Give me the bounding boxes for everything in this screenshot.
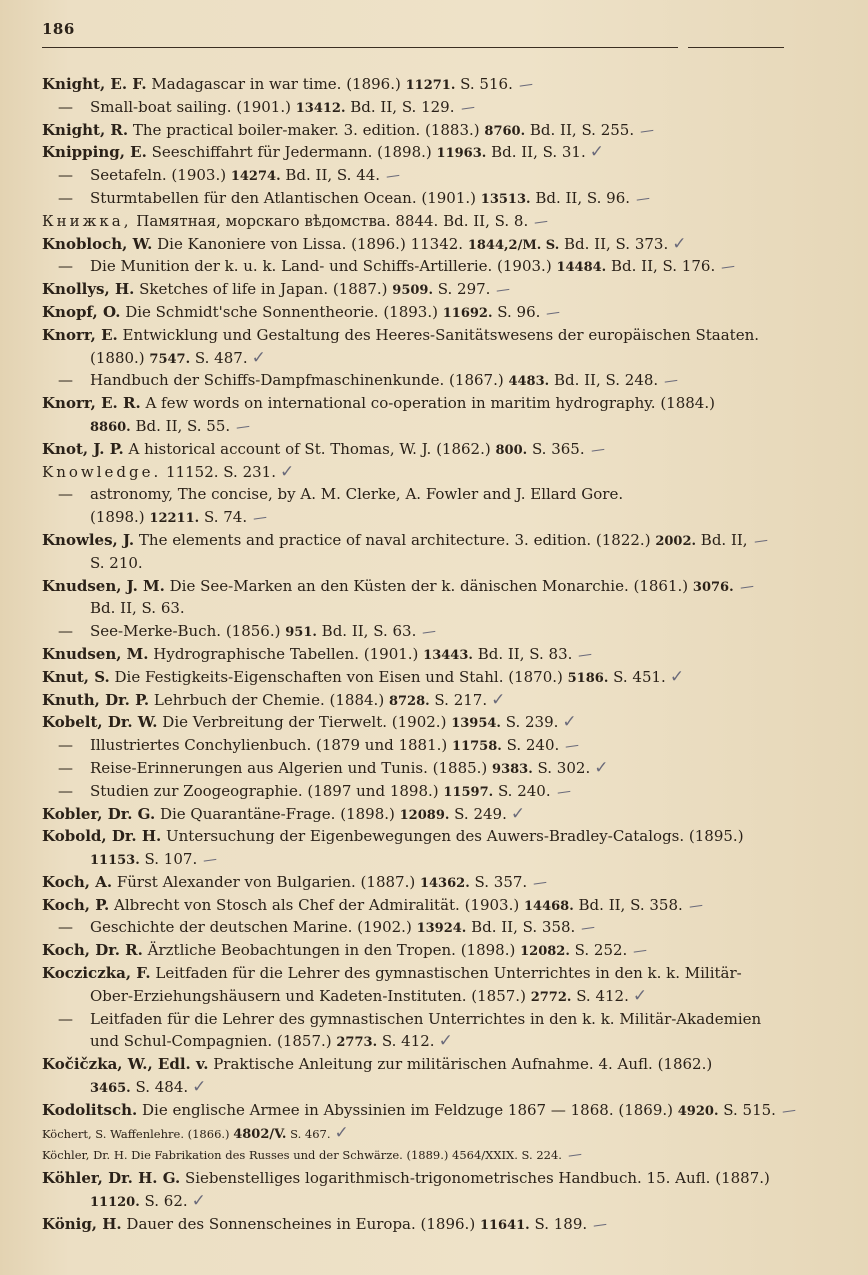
sub-entry [42, 620, 787, 643]
entry-text: Albrecht von Stosch als Chef der Admiralität. (1903.) [109, 895, 524, 914]
entry-number: 11758. [452, 739, 502, 755]
entry-reference: S. 96. [492, 302, 541, 321]
catalog-entry [42, 894, 787, 917]
entry-number: 11692. [442, 305, 493, 321]
catalog-entry [42, 711, 787, 734]
ditto-dash: — [58, 736, 73, 755]
entry-text: Madagascar in war time. (1896.) [146, 75, 406, 93]
entry-number: 9383. [492, 761, 533, 777]
entry-reference: S. 239. [500, 713, 559, 732]
dash-mark-icon: — [720, 258, 737, 277]
entry-author: Kobold, Dr. H. [42, 827, 162, 846]
entry-number: 11120. [90, 1195, 140, 1211]
entry-number: 14468. [524, 898, 574, 914]
entry-reference: S. 451. [608, 667, 666, 686]
entry-reference: S. 515. [718, 1100, 776, 1119]
entry-number: 4920. [677, 1103, 719, 1119]
entry-author: Knorr, E. R. [42, 394, 141, 413]
entry-reference: Bd. II, S. 96. [530, 188, 631, 207]
header-rule-right [688, 47, 784, 48]
entry-continuation [42, 848, 787, 871]
entry-number: 5186. [567, 670, 609, 686]
catalog-entry [42, 210, 787, 233]
entry-text: Köchert, S. Waffenlehre. (1866.) [42, 1126, 234, 1141]
dash-mark-icon: — [632, 942, 649, 961]
entry-continuation [42, 347, 787, 370]
sub-entry [42, 734, 787, 757]
entry-text: Die Munition der k. u. k. Land- und Schiffs-Artillerie. (1903.) [90, 257, 557, 276]
check-mark-icon: ✓ [632, 985, 648, 1006]
entry-number: 8728. [388, 693, 430, 709]
catalog-entries [42, 73, 797, 1236]
entry-text: Leitfaden für die Lehrer des gymnastischen Unterrichtes in den k. k. Militär-Akademien [90, 1009, 762, 1028]
entry-heading: Knowledge. [42, 462, 162, 481]
entry-number: 12211. [149, 511, 200, 527]
check-mark-icon: ✓ [589, 142, 604, 163]
entry-author: Knobloch, W. [42, 234, 153, 253]
entry-author: Koch, P. [42, 895, 110, 914]
entry-author: Knudsen, J. M. [42, 576, 165, 595]
entry-reference: Bd. II, S. 255. [525, 120, 635, 139]
entry-number: 8760. [484, 123, 526, 139]
dash-mark-icon: — [533, 212, 550, 231]
dash-mark-icon: — [634, 190, 652, 208]
entry-number: 951. [285, 625, 317, 641]
entry-text: (1880.) [90, 348, 150, 367]
entry-number: 11153. [90, 853, 140, 869]
check-mark-icon: ✓ [491, 689, 506, 710]
entry-number: 14274. [230, 169, 281, 185]
entry-text: Dauer des Sonnenscheines in Europa. (1896.) [121, 1214, 480, 1233]
entry-author: Kočičzka, W., Edl. v. [42, 1055, 209, 1074]
dash-mark-icon: — [780, 1101, 797, 1120]
entry-text: Die Verbreitung der Tierwelt. (1902.) [157, 713, 452, 732]
sub-entry [42, 96, 787, 119]
check-mark-icon: ✓ [562, 712, 577, 733]
sub-entry [42, 255, 787, 278]
entry-number: 11597. [443, 784, 494, 800]
entry-number: 11641. [479, 1217, 530, 1233]
dash-mark-icon: — [639, 121, 656, 140]
entry-text: Sketches of life in Japan. (1887.) [134, 280, 393, 299]
sub-entry [42, 780, 787, 803]
entry-text: Leitfaden für die Lehrer des gymnastischen Unterrichtes in den k. k. Militär- [150, 964, 742, 983]
entry-author: König, H. [42, 1214, 122, 1233]
entry-text: Siebenstelliges logarithmisch-trigonometrisches Handbuch. 15. Aufl. (1887.) [180, 1169, 770, 1188]
catalog-entry [42, 1167, 787, 1190]
entry-reference: Bd. II, S. 248. [549, 371, 659, 390]
catalog-entry [42, 666, 787, 689]
entry-continuation [42, 1076, 787, 1099]
entry-reference: S. 240. [493, 781, 551, 800]
entry-text: Ärztliche Beobachtungen in den Tropen. (1898.) [142, 941, 521, 960]
entry-text: Köchler, Dr. H. Die Fabrikation des Russes und der Schwärze. (1889.) 4564/XXIX. S. 224. [42, 1148, 562, 1163]
entry-reference: S. 249. [449, 804, 507, 823]
ditto-dash: — [58, 918, 73, 937]
entry-continuation [42, 415, 787, 438]
entry-reference: Bd. II, S. 55. [130, 416, 231, 435]
entry-author: Knollys, H. [42, 280, 135, 299]
ditto-dash: — [58, 758, 73, 777]
check-mark-icon: ✓ [192, 1077, 207, 1098]
entry-reference: S. 189. [529, 1214, 588, 1233]
sub-entry [42, 916, 787, 939]
entry-reference: S. 297. [433, 280, 491, 299]
catalog-entry [42, 1144, 787, 1167]
ditto-dash: — [58, 781, 73, 800]
entry-number: 12089. [399, 807, 450, 823]
dash-mark-icon: — [235, 418, 252, 436]
entry-reference: S. 516. [455, 75, 513, 93]
catalog-entry [42, 119, 787, 142]
check-mark-icon: ✓ [672, 233, 687, 254]
catalog-entry [42, 301, 787, 324]
catalog-entry [42, 324, 787, 347]
entry-number: 800. [495, 442, 528, 458]
check-mark-icon: ✓ [251, 347, 266, 368]
page-number: 186 [42, 20, 75, 38]
entry-text: Ober-Erziehungshäusern und Kadeten-Instituten. (1857.) [90, 986, 531, 1005]
entry-author: Knuth, Dr. P. [42, 690, 150, 709]
dash-mark-icon: — [251, 509, 269, 528]
catalog-entry [42, 438, 787, 461]
entry-author: Knowles, J. [42, 530, 135, 549]
entry-number: 13513. [480, 191, 531, 207]
entry-reference: S. 487. [190, 348, 248, 367]
entry-number: 4802/V. [233, 1126, 287, 1142]
entry-text: Illustriertes Conchylienbuch. (1879 und 1881.) [90, 736, 453, 755]
ditto-dash: — [58, 485, 73, 504]
entry-author: Knorr, E. [42, 325, 118, 344]
catalog-entry [42, 73, 787, 96]
entry-continuation [42, 985, 787, 1008]
check-mark-icon: ✓ [191, 1191, 206, 1212]
entry-reference: Bd. II, S. 176. [606, 257, 716, 276]
header-rule [42, 47, 678, 48]
entry-text: Sturmtabellen für den Atlantischen Ocean. (1901.) [90, 188, 481, 207]
dash-mark-icon: — [555, 782, 572, 801]
catalog-entry [42, 461, 787, 484]
check-mark-icon: ✓ [669, 666, 685, 687]
entry-text: Seetafeln. (1903.) [90, 166, 231, 185]
catalog-entry [42, 962, 787, 985]
entry-reference: S. 217. [429, 690, 488, 709]
entry-continuation [42, 597, 787, 620]
catalog-entry [42, 392, 787, 415]
entry-reference: Bd. II, S. 31. [486, 143, 586, 162]
dash-mark-icon: — [421, 623, 438, 642]
dash-mark-icon: — [545, 304, 562, 322]
entry-number: 11963. [436, 146, 487, 162]
entry-text: Untersuchung der Eigenbewegungen des Auwers-Bradley-Catalogs. (1895.) [161, 827, 744, 846]
dash-mark-icon: — [592, 1215, 609, 1234]
entry-text: 11152. S. 231. [161, 462, 276, 481]
ditto-dash: — [58, 188, 73, 207]
dash-mark-icon: — [517, 76, 534, 94]
sub-entry [42, 483, 787, 506]
entry-text: Lehrbuch der Chemie. (1884.) [149, 690, 389, 709]
entry-author: Knot, J. P. [42, 439, 124, 458]
entry-text: Bd. II, S. 63. [90, 599, 185, 618]
catalog-entry [42, 1122, 787, 1145]
entry-number: 2772. [530, 989, 572, 1005]
entry-reference: Bd. II, S. 373. [559, 234, 669, 253]
sub-entry [42, 757, 787, 780]
entry-text: Fürst Alexander von Bulgarien. (1887.) [112, 872, 420, 891]
entry-text: astronomy, The concise, by A. M. Clerke, A. Fowler and J. Ellard Gore. [90, 485, 624, 504]
entry-number: 12082. [520, 944, 570, 960]
entry-text: The elements and practice of naval architecture. 3. edition. (1822.) [134, 530, 656, 549]
entry-text: The practical boiler-maker. 3. edition. (1883.) [128, 120, 485, 139]
dash-mark-icon: — [495, 281, 512, 300]
entry-author: Knopf, O. [42, 302, 121, 321]
catalog-entry [42, 939, 787, 962]
entry-text: A historical account of St. Thomas, W. J. (1862.) [123, 439, 496, 458]
catalog-entry [42, 643, 787, 666]
entry-reference: S. 467. [286, 1126, 331, 1141]
catalog-entry [42, 1099, 797, 1122]
entry-number: 4483. [508, 374, 550, 390]
entry-text: (1898.) [90, 508, 150, 527]
entry-text: Памятная, морскаго вѣдомства. 8844. Bd. II, S. 8. [131, 211, 529, 230]
entry-text: und Schul-Compagnien. (1857.) [90, 1032, 337, 1051]
entry-text: Studien zur Zoogeographie. (1897 und 1898.) [90, 781, 444, 800]
entry-reference: S. 107. [139, 850, 198, 869]
entry-author: Kobelt, Dr. W. [42, 713, 158, 732]
dash-mark-icon: — [564, 737, 581, 756]
sub-entry [42, 187, 787, 210]
ditto-dash: — [58, 622, 73, 641]
catalog-entry [42, 278, 787, 301]
entry-reference: S. 365. [527, 439, 585, 458]
entry-reference: Bd. II, S. 63. [316, 622, 417, 641]
entry-text: Die Quarantäne-Frage. (1898.) [155, 804, 400, 823]
catalog-entry [42, 871, 787, 894]
catalog-entry [42, 233, 787, 256]
entry-author: Knight, E. F. [42, 75, 147, 93]
entry-number: 3076. [692, 579, 734, 595]
entry-text: Entwicklung und Gestaltung des Heeres-Sanitätswesens der europäischen Staaten. [117, 325, 759, 344]
entry-number: 3465. [90, 1081, 131, 1097]
entry-text: Die englische Armee in Abyssinien im Feldzuge 1867 — 1868. (1869.) [137, 1100, 678, 1119]
entry-reference: Bd. II, S. 129. [345, 97, 455, 116]
entry-text: Reise-Erinnerungen aus Algerien und Tunis. (1885.) [90, 758, 493, 777]
entry-text: Die See-Marken an den Küsten der k. dänischen Monarchie. (1861.) [164, 576, 693, 595]
catalog-entry [42, 141, 787, 164]
catalog-entry [42, 689, 787, 712]
sub-entry [42, 369, 787, 392]
entry-text: Geschichte der deutschen Marine. (1902.) [90, 918, 417, 937]
entry-text: Small-boat sailing. (1901.) [90, 97, 296, 116]
entry-author: Kocziczka, F. [42, 964, 151, 983]
entry-reference: S. 252. [569, 941, 628, 960]
entry-author: Kobler, Dr. G. [42, 804, 156, 823]
sub-entry [42, 164, 787, 187]
ditto-dash: — [58, 97, 73, 116]
check-mark-icon: ✓ [510, 803, 526, 824]
dash-mark-icon: — [589, 440, 606, 459]
entry-reference: Bd. II, S. 83. [472, 644, 573, 663]
catalog-entry [42, 1053, 787, 1076]
entry-continuation [42, 552, 787, 575]
catalog-entry [42, 529, 787, 552]
entry-reference: S. 62. [139, 1192, 188, 1211]
entry-author: Knight, R. [42, 120, 129, 139]
catalog-entry [42, 1213, 787, 1236]
entry-text: Hydrographische Tabellen. (1901.) [148, 644, 424, 663]
entry-text: Handbuch der Schiffs-Dampfmaschinenkunde. (1867.) [90, 371, 509, 390]
entry-reference: Bd. II, [696, 530, 748, 549]
entry-continuation [42, 1190, 787, 1213]
entry-reference: S. 412. [377, 1032, 435, 1051]
entry-continuation [42, 1030, 787, 1053]
dash-mark-icon: — [202, 851, 219, 869]
entry-number: 13924. [416, 921, 467, 937]
entry-reference: Bd. II, S. 358. [573, 895, 683, 914]
entry-number: 2773. [336, 1035, 378, 1051]
entry-reference: Bd. II, S. 358. [466, 918, 576, 937]
entry-reference: S. 357. [469, 872, 528, 891]
entry-reference: S. 484. [130, 1078, 189, 1097]
entry-number: 11271. [405, 78, 456, 93]
entry-text: Praktische Anleitung zur militärischen Aufnahme. 4. Aufl. (1862.) [208, 1055, 713, 1074]
catalog-entry [42, 575, 787, 598]
ditto-dash: — [58, 371, 73, 390]
entry-number: 9509. [392, 283, 433, 299]
entry-number: 14484. [556, 260, 607, 276]
dash-mark-icon: — [532, 873, 549, 892]
entry-continuation [42, 506, 787, 529]
entry-reference: S. 240. [501, 736, 560, 755]
entry-number: 13954. [451, 716, 501, 732]
entry-reference: S. 412. [571, 986, 629, 1005]
entry-text: Die Festigkeits-Eigenschaften von Eisen und Stahl. (1870.) [109, 667, 568, 686]
entry-author: Koch, Dr. R. [42, 941, 143, 960]
dash-mark-icon: — [738, 577, 755, 596]
catalog-entry [42, 803, 787, 826]
dash-mark-icon: — [459, 98, 476, 117]
entry-number: 13412. [295, 100, 346, 116]
dash-mark-icon: — [577, 646, 594, 664]
entry-number: 1844,2/M. S. [467, 237, 560, 253]
check-mark-icon: ✓ [594, 757, 609, 778]
catalog-entry [42, 825, 787, 848]
dash-mark-icon: — [384, 167, 402, 186]
entry-author: Knudsen, M. [42, 644, 149, 663]
entry-text: Die Schmidt'sche Sonnentheorie. (1893.) [120, 302, 443, 321]
entry-text: A few words on international co-operation in maritim hydrography. (1884.) [140, 394, 715, 413]
ditto-dash: — [58, 257, 73, 276]
entry-author: Knipping, E. [42, 143, 147, 162]
check-mark-icon: ✓ [438, 1031, 453, 1052]
entry-number: 13443. [423, 647, 473, 663]
entry-text: Die Kanoniere von Lissa. (1896.) 11342. [152, 234, 468, 253]
dash-mark-icon: — [687, 896, 704, 915]
entry-heading: Книжка, [42, 211, 132, 230]
entry-author: Kodolitsch. [42, 1100, 138, 1119]
entry-text: Seeschiffahrt für Jedermann. (1898.) [146, 143, 437, 162]
check-mark-icon: ✓ [334, 1122, 349, 1143]
entry-author: Knut, S. [42, 667, 110, 686]
dash-mark-icon: — [752, 532, 769, 550]
entry-reference: S. 74. [199, 508, 248, 527]
check-mark-icon: ✓ [279, 461, 295, 482]
entry-reference: S. 302. [532, 758, 591, 777]
dash-mark-icon: — [580, 919, 597, 938]
entry-reference: Bd. II, S. 44. [280, 166, 381, 185]
entry-number: 8860. [90, 419, 131, 435]
entry-number: 14362. [419, 875, 470, 891]
entry-author: Koch, A. [42, 872, 113, 891]
sub-entry [42, 1008, 787, 1031]
entry-number: 2002. [655, 533, 697, 549]
entry-text: S. 210. [90, 553, 143, 572]
dash-mark-icon: — [566, 1146, 583, 1165]
ditto-dash: — [58, 1009, 73, 1028]
entry-number: 7547. [149, 351, 191, 367]
dash-mark-icon: — [663, 372, 680, 391]
ditto-dash: — [58, 166, 73, 185]
entry-author: Köhler, Dr. H. G. [42, 1169, 181, 1188]
entry-text: See-Merke-Buch. (1856.) [90, 622, 286, 641]
